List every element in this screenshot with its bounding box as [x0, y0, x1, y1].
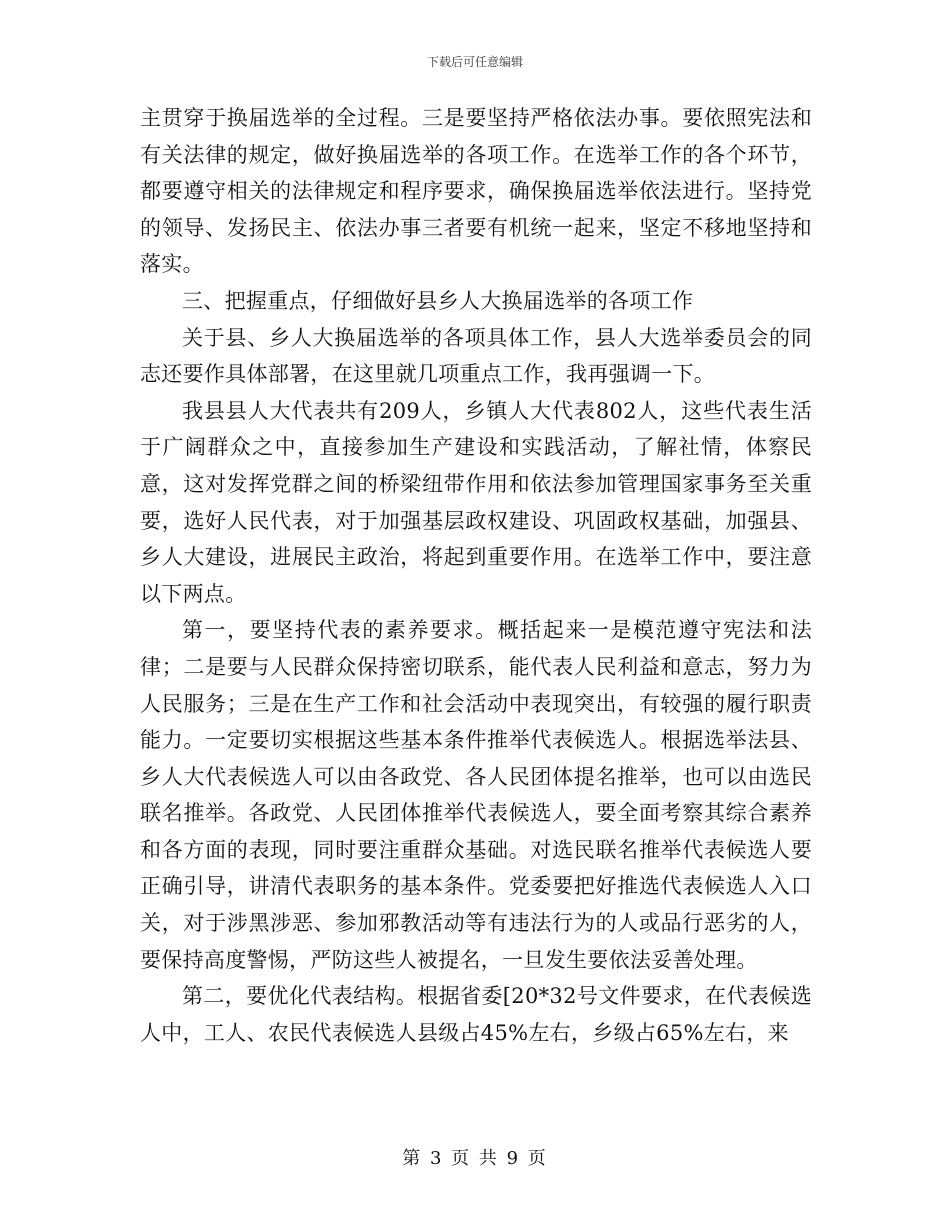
- paragraph-5: 第二，要优化代表结构。根据省委[20*32号文件要求，在代表候选人中，工人、农民代表候选人县级占45%左右，乡级占65%左右，来: [140, 984, 812, 1045]
- paragraph-4: 第一，要坚持代表的素养要求。概括起来一是模范遵守宪法和法律；二是要与人民群众保持密切联系，能代表人民利益和意志，努力为人民服务；三是在生产工作和社会活动中表现突出，有较强的履行职责能力。一定要切实根据这些基本条件推举代表候选人。根据选举法县、乡人大代表候选人可以由各政党、各人民团体提名推举，也可以由选民联名推举。各政党、人民团体推举代表候选人，要全面考察其综合素养和各方面的表现，同时要注重群众基础。对选民联名推举代表候选人要正确引导，讲清代表职务的基本条件。党委要把好推选代表候选人入口关，对于涉黑涉恶、参加邪教活动等有违法行为的人或品行恶劣的人，要保持高度警惕，严防这些人被提名，一旦发生要依法妥善处理。: [140, 618, 812, 972]
- paragraph-2: 关于县、乡人大换届选举的各项具体工作，县人大选举委员会的同志还要作具体部署，在这里就几项重点工作，我再强调一下。: [140, 325, 812, 387]
- paragraph-3: 我县县人大代表共有209人，乡镇人大代表802人，这些代表生活于广阔群众之中，直接参加生产建设和实践活动，了解社情，体察民意，这对发挥党群之间的桥梁纽带作用和依法参加管理国家事务至关重要，选好人民代表，对于加强基层政权建设、巩固政权基础，加强县、乡人大建设，进展民主政治，将起到重要作用。在选举工作中，要注意以下两点。: [140, 398, 812, 606]
- section-heading-3: 三、把握重点，仔细做好县乡人大换届选举的各项工作: [182, 288, 694, 313]
- paragraph-1: 主贯穿于换届选举的全过程。三是要坚持严格依法办事。要依照宪法和有关法律的规定，做好换届选举的各项工作。在选举工作的各个环节，都要遵守相关的法律规定和程序要求，确保换届选举依法进行。坚持党的领导、发扬民主、依法办事三者要有机统一起来，坚定不移地坚持和落实。: [140, 106, 812, 277]
- page-header: 下载后可任意编辑: [426, 55, 523, 69]
- page-number-footer: 第 3 页 共 9 页: [402, 1148, 548, 1169]
- document-body: [140, 100, 812, 1051]
